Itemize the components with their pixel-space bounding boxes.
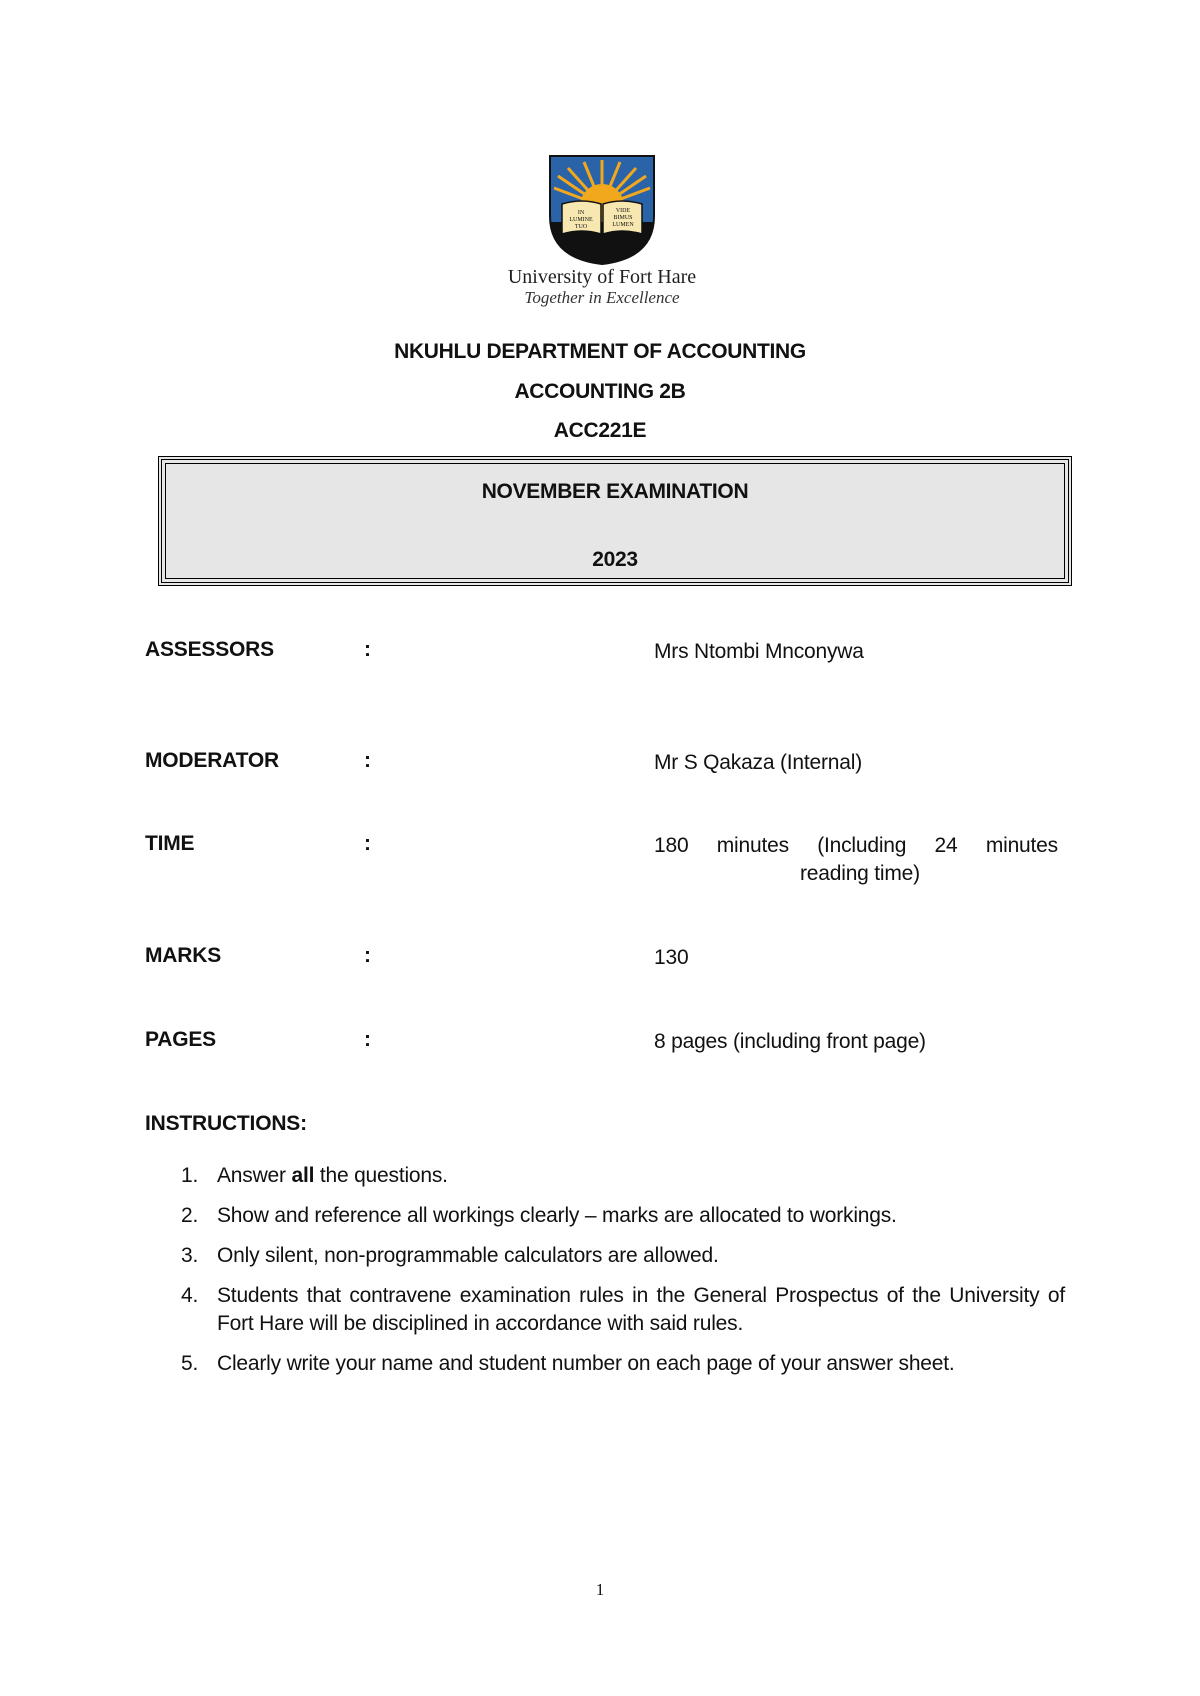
time-word: 180 [654,834,689,857]
marks-colon: : [364,944,371,967]
instruction-item [145,1202,1065,1230]
time-word: (Including [817,834,907,857]
crest-icon [548,154,656,266]
pages-label: PAGES [145,1028,216,1051]
course-heading: ACCOUNTING 2B [514,380,686,403]
svg-text:LUMEN: LUMEN [612,222,634,228]
time-value-line2: reading time) [800,862,920,885]
time-colon: : [364,832,371,855]
time-label: TIME [145,832,195,855]
assessors-label: ASSESSORS [145,638,274,661]
instruction-text: Show and reference all workings clearly – marks are allocated to workings. [217,1204,897,1227]
time-word: 24 [934,834,958,857]
instruction-number: 3. [181,1244,199,1267]
instruction-number: 1. [181,1164,199,1187]
svg-text:TUO: TUO [574,224,588,230]
svg-text:VIDE: VIDE [615,208,631,214]
svg-text:LUMINE: LUMINE [569,217,593,223]
instruction-item [145,1282,1065,1338]
university-tagline: Together in Excellence [524,288,680,307]
university-name: University of Fort Hare [507,266,697,288]
instruction-item [145,1162,1065,1190]
marks-value: 130 [654,946,689,969]
instruction-item [145,1350,1065,1378]
instruction-text-pre: Answer [217,1164,292,1187]
pages-value: 8 pages (including front page) [654,1030,926,1053]
time-word: minutes [985,834,1058,857]
time-value-line1 [654,832,1058,860]
svg-text:BIMUS: BIMUS [613,215,633,221]
marks-label: MARKS [145,944,221,967]
exam-title: NOVEMBER EXAMINATION [481,480,749,503]
instructions-list [145,1162,1065,1390]
exam-year: 2023 [592,548,638,571]
instruction-number: 2. [181,1204,199,1227]
instruction-text: Students that contravene examination rules in the General Prospectus of the University of Fort Hare will be disciplined in accordance with said rules. [217,1284,1065,1335]
instruction-text: Clearly write your name and student number on each page of your answer sheet. [217,1352,955,1375]
university-crest [548,154,656,266]
pages-colon: : [364,1028,371,1051]
moderator-colon: : [364,749,371,772]
instruction-text: Only silent, non-programmable calculators are allowed. [217,1244,719,1267]
assessors-value: Mrs Ntombi Mnconywa [654,640,864,663]
assessors-colon: : [364,638,371,661]
instruction-text [217,1162,1065,1190]
instructions-title: INSTRUCTIONS: [145,1112,307,1135]
svg-text:IN: IN [577,210,585,216]
instruction-item [145,1242,1065,1270]
moderator-value: Mr S Qakaza (Internal) [654,751,862,774]
instruction-number: 5. [181,1352,199,1375]
page-number: 1 [595,1580,605,1599]
time-word: minutes [716,834,789,857]
instruction-text-bold: all [291,1164,315,1187]
moderator-label: MODERATOR [145,749,279,772]
exam-title-box [158,456,1072,586]
course-code: ACC221E [553,419,647,442]
instruction-text-post: the questions. [314,1164,448,1187]
department-heading: NKUHLU DEPARTMENT OF ACCOUNTING [394,340,806,363]
instruction-number: 4. [181,1284,199,1307]
time-value [654,832,1058,888]
